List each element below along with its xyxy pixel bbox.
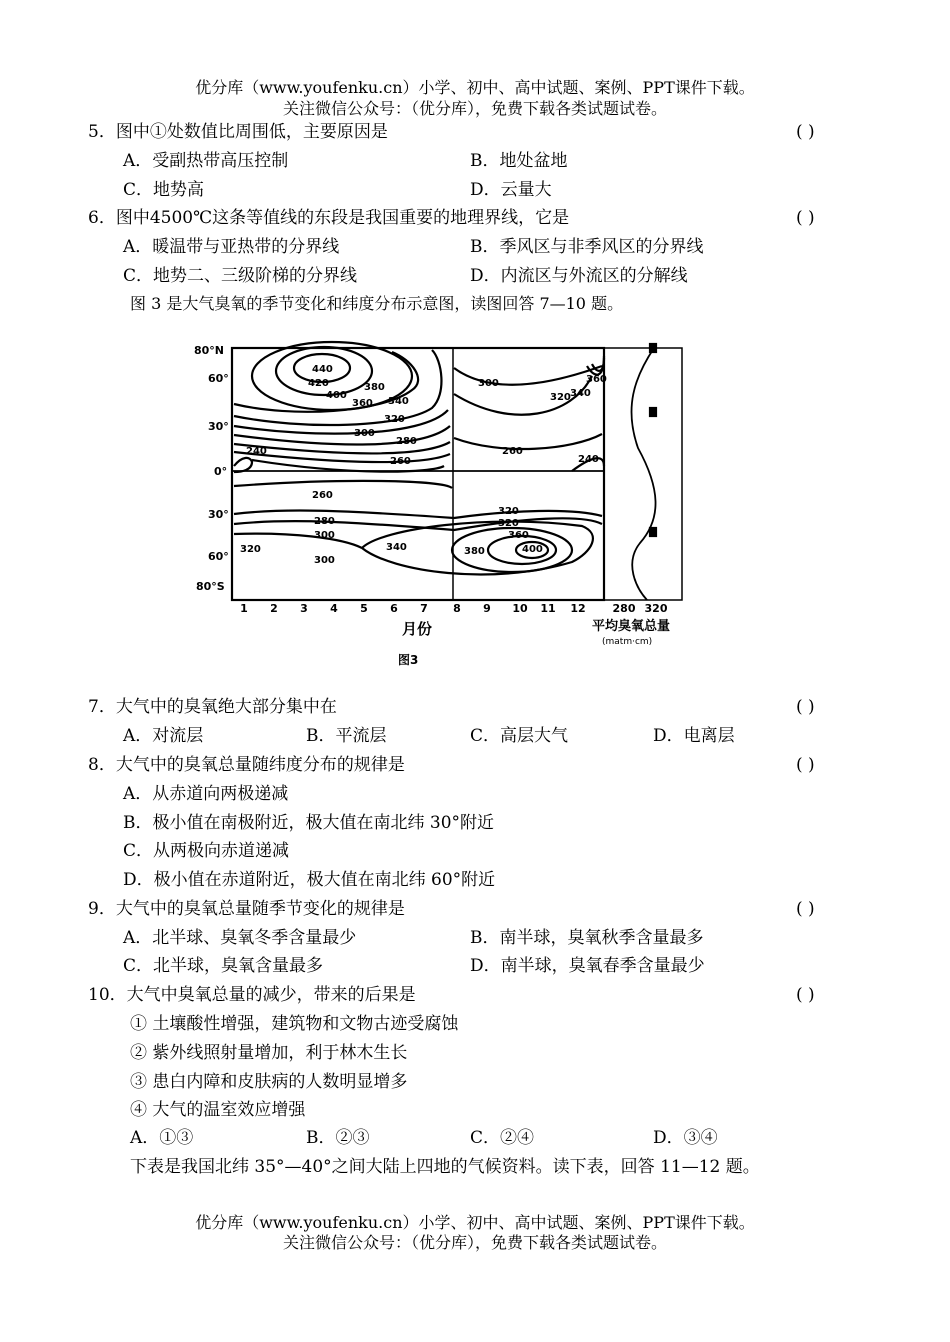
answer-blank: ( ) xyxy=(796,755,815,775)
contour-360-e xyxy=(592,358,604,371)
contour-280-s xyxy=(234,511,602,518)
contour-label: 380 xyxy=(464,546,485,557)
profile-marker xyxy=(650,408,656,416)
month-tick: 5 xyxy=(360,602,368,615)
q10-statement-1: ① 土壤酸性增强，建筑物和文物古迹受腐蚀 xyxy=(130,1014,459,1034)
contour-label: 320 xyxy=(498,506,519,517)
right-panel-unit: (matm·cm) xyxy=(602,637,653,647)
q6-option-c: C．地势二、三级阶梯的分界线 xyxy=(123,266,358,286)
month-tick: 2 xyxy=(270,602,278,615)
header-line-1: 优分库（www.youfenku.cn）小学、初中、高中试题、案例、PPT课件下载。 xyxy=(195,78,755,97)
q5-option-d: D．云量大 xyxy=(470,180,552,200)
q6-stem: 6．图中4500℃这条等值线的东段是我国重要的地理界线，它是 xyxy=(88,208,570,228)
right-tick: 320 xyxy=(644,602,668,615)
month-tick: 10 xyxy=(512,602,528,615)
right-panel-frame xyxy=(604,348,682,600)
contour-label: 340 xyxy=(388,396,409,407)
right-tick: 280 xyxy=(612,602,636,615)
contour-360 xyxy=(234,350,441,425)
q6-option-a: A．暖温带与亚热带的分界线 xyxy=(123,237,340,257)
month-tick: 1 xyxy=(240,602,248,615)
q5-option-c: C．地势高 xyxy=(123,180,205,200)
contour-label: 360 xyxy=(352,398,373,409)
q10-statement-4: ④ 大气的温室效应增强 xyxy=(130,1100,306,1120)
ozone-figure xyxy=(192,338,692,668)
q8-stem: 8．大气中的臭氧总量随纬度分布的规律是 xyxy=(88,755,405,775)
q8-option-a: A．从赤道向两极递减 xyxy=(123,784,289,804)
footer-line-2: 关注微信公众号：（优分库），免费下载各类试题试卷。 xyxy=(282,1233,667,1252)
contour-label: 240 xyxy=(578,454,599,465)
profile-marker xyxy=(650,344,656,352)
q10-option-c: C．②④ xyxy=(470,1128,535,1148)
right-panel-label: 平均臭氧总量 xyxy=(592,619,671,634)
q9-option-a: A．北半球、臭氧冬季含量最少 xyxy=(123,928,357,948)
contour-label: 300 xyxy=(478,378,499,389)
contour-300-e xyxy=(454,366,602,385)
contour-label: 240 xyxy=(246,446,267,457)
contour-label: 440 xyxy=(312,364,333,375)
contour-label: 260 xyxy=(390,456,411,467)
answer-blank: ( ) xyxy=(796,985,815,1005)
q7-option-b: B．平流层 xyxy=(306,726,387,746)
q10-statement-3: ③ 患白内障和皮肤病的人数明显增多 xyxy=(130,1072,408,1092)
lat-label: 0° xyxy=(214,465,228,478)
contour-260-s xyxy=(234,481,452,488)
q10-option-b: B．②③ xyxy=(306,1128,370,1148)
header-line-2: 关注微信公众号：（优分库），免费下载各类试题试卷。 xyxy=(282,99,667,118)
contour-label: 260 xyxy=(502,446,523,457)
contour-320 xyxy=(234,426,450,445)
lat-label: 60° xyxy=(208,550,229,563)
contour-label: 260 xyxy=(312,490,333,501)
contour-label: 340 xyxy=(570,388,591,399)
zonal-mean-profile xyxy=(631,348,655,600)
profile-marker xyxy=(650,528,656,536)
lat-label: 80°N xyxy=(194,344,225,357)
q8-option-b: B．极小值在南极附近，极大值在南北纬 30°附近 xyxy=(123,813,495,833)
q5-stem: 5．图中①处数值比周围低，主要原因是 xyxy=(88,122,388,142)
contour-label: 360 xyxy=(508,530,529,541)
q7-stem: 7．大气中的臭氧绝大部分集中在 xyxy=(88,697,337,717)
contour-label: 320 xyxy=(384,414,405,425)
month-tick: 9 xyxy=(483,602,491,615)
q5-option-a: A．受副热带高压控制 xyxy=(123,151,289,171)
month-tick: 6 xyxy=(390,602,398,615)
contour-label: 420 xyxy=(308,378,329,389)
answer-blank: ( ) xyxy=(796,122,815,142)
q7-option-c: C．高层大气 xyxy=(470,726,569,746)
q9-stem: 9．大气中的臭氧总量随季节变化的规律是 xyxy=(88,899,405,919)
figure-caption: 图3 xyxy=(398,653,419,667)
q6-option-b: B．季风区与非季风区的分界线 xyxy=(470,237,704,257)
lat-label: 30° xyxy=(208,508,229,521)
lat-label: 30° xyxy=(208,420,229,433)
contour-260-e xyxy=(454,434,602,449)
x-axis-label: 月份 xyxy=(402,620,433,638)
month-tick: 7 xyxy=(420,602,428,615)
intro-q7-10: 图 3 是大气臭氧的季节变化和纬度分布示意图，读图回答 7—10 题。 xyxy=(130,294,624,313)
lat-label: 60° xyxy=(208,372,229,385)
q10-statement-2: ② 紫外线照射量增加，利于林木生长 xyxy=(130,1043,408,1063)
q7-option-a: A．对流层 xyxy=(123,726,204,746)
month-tick: 8 xyxy=(453,602,461,615)
contour-label: 320 xyxy=(240,544,261,555)
contour-label: 300 xyxy=(314,530,335,541)
month-tick: 4 xyxy=(330,602,338,615)
contour-label: 300 xyxy=(354,428,375,439)
q10-option-d: D．③④ xyxy=(653,1128,718,1148)
month-tick: 3 xyxy=(300,602,308,615)
answer-blank: ( ) xyxy=(796,208,815,228)
answer-blank: ( ) xyxy=(796,899,815,919)
contour-label: 360 xyxy=(586,374,607,385)
contour-label: 320 xyxy=(498,518,519,529)
lat-label: 80°S xyxy=(196,580,225,593)
q8-option-d: D．极小值在赤道附近，极大值在南北纬 60°附近 xyxy=(123,870,496,890)
footer-line-1: 优分库（www.youfenku.cn）小学、初中、高中试题、案例、PPT课件下载。 xyxy=(195,1213,755,1232)
q6-option-d: D．内流区与外流区的分解线 xyxy=(470,266,688,286)
contour-label: 320 xyxy=(550,392,571,403)
q9-option-b: B．南半球，臭氧秋季含量最多 xyxy=(470,928,704,948)
ozone-contour-svg xyxy=(192,338,692,668)
contour-label: 340 xyxy=(386,542,407,553)
answer-blank: ( ) xyxy=(796,697,815,717)
contour-label: 400 xyxy=(326,390,347,401)
intro-q11-12: 下表是我国北纬 35°—40°之间大陆上四地的气候资料。读下表，回答 11—12 题。 xyxy=(130,1157,760,1177)
contour-label: 280 xyxy=(396,436,417,447)
contour-label: 300 xyxy=(314,555,335,566)
q7-option-d: D．电离层 xyxy=(653,726,735,746)
q9-option-d: D．南半球，臭氧春季含量最少 xyxy=(470,956,705,976)
q10-stem: 10．大气中臭氧总量的减少，带来的后果是 xyxy=(88,985,416,1005)
month-tick: 11 xyxy=(540,602,556,615)
q9-option-c: C．北半球，臭氧含量最多 xyxy=(123,956,324,976)
contour-label: 380 xyxy=(364,382,385,393)
contour-label: 400 xyxy=(522,544,543,555)
q5-option-b: B．地处盆地 xyxy=(470,151,568,171)
contour-label: 280 xyxy=(314,516,335,527)
month-tick: 12 xyxy=(570,602,586,615)
contour-240-w xyxy=(234,458,252,472)
q10-option-a: A．①③ xyxy=(130,1128,194,1148)
q8-option-c: C．从两极向赤道递减 xyxy=(123,841,290,861)
